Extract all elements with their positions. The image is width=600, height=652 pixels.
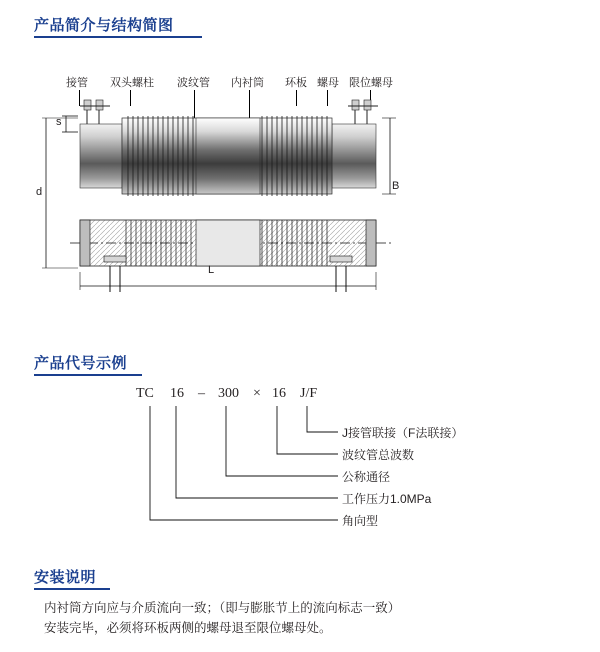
code-desc-pressure: 工作压力1.0MPa (342, 492, 432, 506)
dimension-label-d: d (36, 186, 43, 198)
part-label-huanban: 环板 (285, 77, 307, 89)
dimension-label-B: B (392, 180, 400, 192)
install-note-line-2: 安装完毕，必须将环板两侧的螺母退至限位螺母处。 (44, 621, 332, 635)
part-label-neichentong: 内衬筒 (231, 77, 264, 89)
section-title-structure: 产品简介与结构简图 (34, 17, 174, 34)
section-underline-install (34, 588, 110, 590)
code-desc-diameter: 公称通径 (342, 470, 391, 484)
code-token-model: TC (136, 386, 154, 401)
code-desc-connection: J接管联接（F法联接） (342, 426, 464, 440)
section-underline-structure (34, 36, 202, 38)
install-note-line-1: 内衬筒方向应与介质流向一致；（即与膨胀节上的流向标志一致） (44, 601, 401, 615)
code-token-diameter: 300 (218, 386, 239, 401)
code-token-waves: 16 (272, 386, 286, 401)
code-desc-waves: 波纹管总波数 (342, 448, 415, 462)
code-token-pressure: 16 (170, 386, 184, 401)
code-token-times: × (253, 386, 261, 401)
diagram-svg (0, 60, 600, 300)
part-label-jieguan: 接管 (66, 77, 88, 89)
part-label-bowenguan: 波纹管 (177, 77, 210, 89)
structure-diagram (0, 60, 600, 300)
code-token-dash: – (198, 386, 205, 401)
part-label-shuangtouluozhu: 双头螺柱 (110, 77, 154, 89)
part-label-luomu: 螺母 (317, 77, 339, 89)
dimension-label-s: s (56, 116, 62, 128)
section-title-install: 安装说明 (34, 569, 97, 586)
part-label-xianweiluomu: 限位螺母 (349, 77, 393, 89)
install-notes (44, 598, 564, 638)
dimension-label-L: L (208, 264, 215, 276)
code-token-connection: J/F (300, 386, 318, 401)
code-example-diagram (0, 372, 600, 542)
section-title-code: 产品代号示例 (34, 355, 128, 372)
code-desc-type: 角向型 (342, 514, 379, 528)
code-leader-lines (0, 372, 600, 542)
